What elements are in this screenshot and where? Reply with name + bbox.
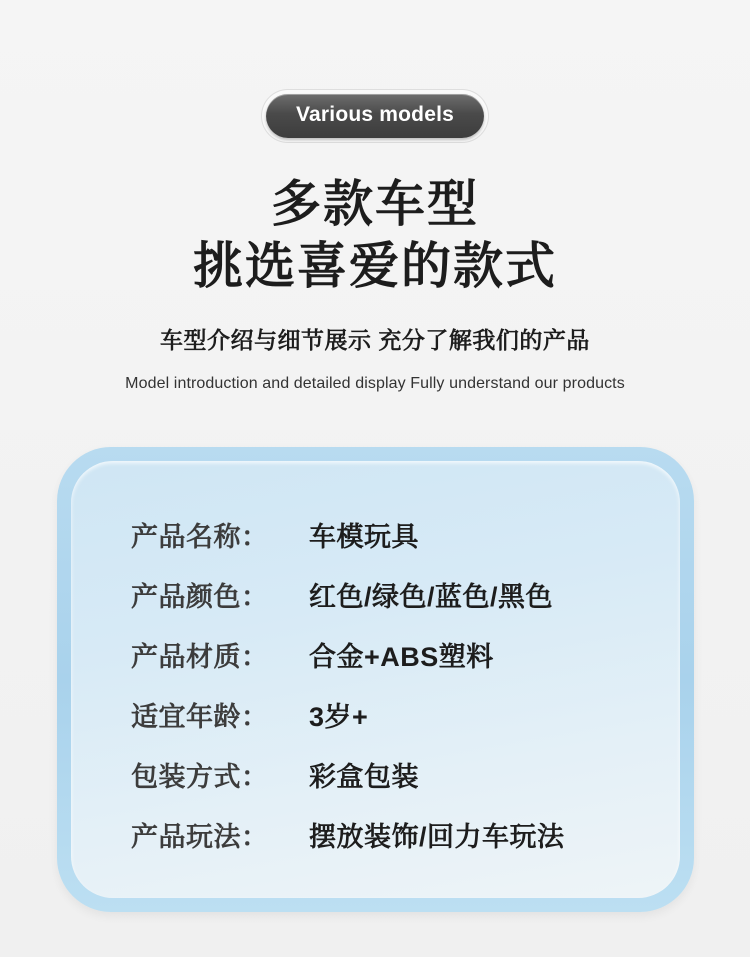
spec-label: 产品颜色： [131,582,269,612]
spec-card [57,447,694,912]
spec-row [131,695,650,734]
spec-value: 红色/绿色/蓝色/黑色 [309,582,554,612]
spec-label: 包装方式： [131,762,269,792]
spec-value: 合金+ABS塑料 [309,642,494,672]
spec-value: 摆放装饰/回力车玩法 [309,822,565,852]
spec-label: 产品玩法： [131,822,269,852]
subtitle-chinese: 车型介绍与细节展示 充分了解我们的产品 [160,327,590,353]
spec-label: 适宜年龄： [131,702,269,732]
various-models-badge: Various models [266,94,484,138]
title-line-1: 多款车型 [271,176,479,232]
spec-label: 产品材质： [131,642,269,672]
spec-value: 彩盒包装 [309,762,419,792]
title-line-2: 挑选喜爱的款式 [193,238,557,294]
spec-row [131,635,650,674]
spec-value: 车模玩具 [309,522,419,552]
page-title [0,176,750,294]
spec-value: 3岁+ [309,702,369,732]
badge-container [0,0,750,138]
spec-card-inner [71,461,680,898]
spec-row [131,755,650,794]
spec-list [131,515,650,875]
spec-row [131,815,650,854]
spec-label: 产品名称： [131,522,269,552]
subtitle-english: Model introduction and detailed display Fully understand our products [125,375,625,392]
spec-row [131,515,650,554]
spec-row [131,575,650,614]
